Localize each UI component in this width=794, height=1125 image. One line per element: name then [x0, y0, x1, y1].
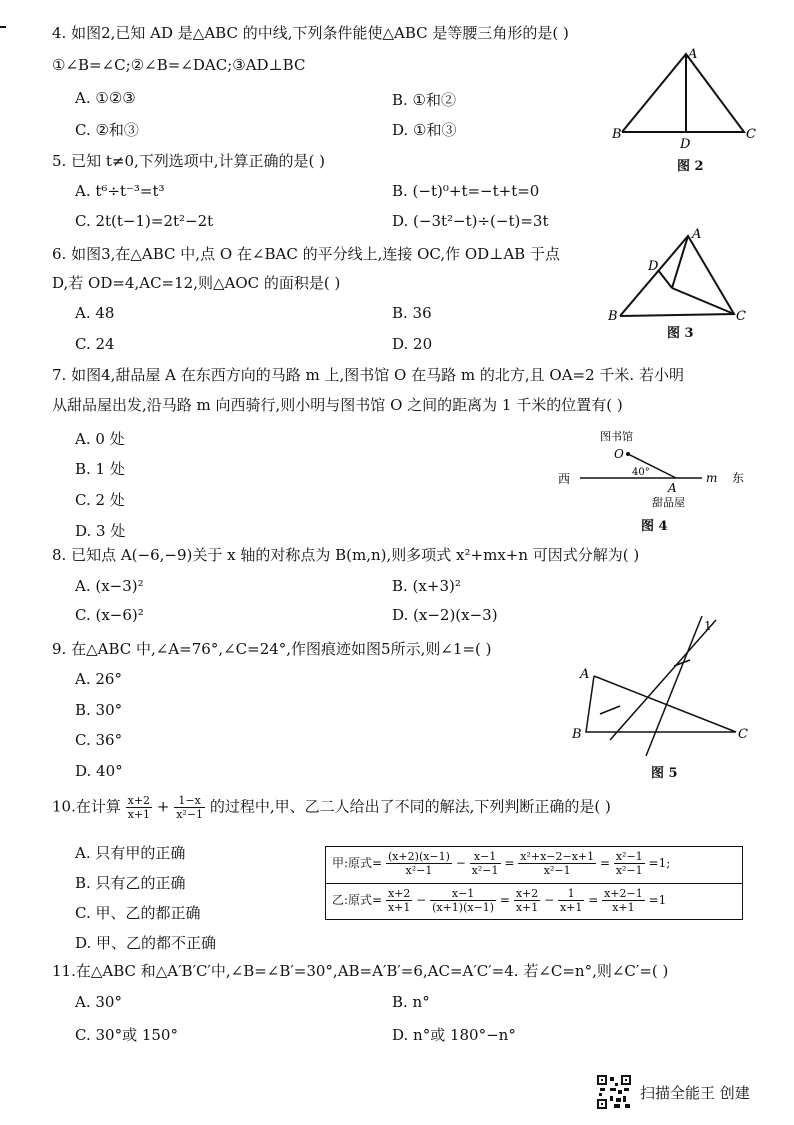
figure-3 [606, 226, 756, 326]
yi-eq3: = [588, 893, 599, 907]
jia-f1-den: x²−1 [405, 864, 433, 877]
fig4-library-label: 图书馆 [600, 430, 633, 443]
q9-stem: 9. 在△ABC 中,∠A=76°,∠C=24°,作图痕迹如图5所示,则∠1=( ) [52, 640, 492, 658]
fig2-label-b: B [612, 127, 622, 142]
fig5-construction-line-1 [610, 620, 716, 740]
yi-end: =1 [648, 893, 667, 907]
fig5-triangle [586, 676, 736, 732]
jia-label: 甲:原式 [332, 856, 373, 870]
q8-option-b[interactable]: B. (x+3)² [392, 577, 461, 595]
q11-option-b[interactable]: B. n° [392, 993, 430, 1011]
jia-minus: − [455, 856, 466, 870]
yi-frac-2 [430, 887, 496, 914]
q10-stem-prefix: 10.在计算 [52, 797, 121, 816]
jia-frac-3 [518, 850, 596, 877]
q5-stem: 5. 已知 t≠0,下列选项中,计算正确的是( ) [52, 152, 325, 170]
yi-frac-4 [558, 887, 584, 914]
yi-f4-den: x+1 [559, 901, 583, 914]
q10-frac1-num: x+2 [127, 794, 151, 807]
q10-option-b[interactable]: B. 只有乙的正确 [75, 874, 186, 892]
yi-f5-num: x+2−1 [604, 887, 643, 900]
fig3-label-a: A [692, 227, 702, 242]
yi-f3-den: x+1 [515, 901, 539, 914]
q4-stem: 4. 如图2,已知 AD 是△ABC 的中线,下列条件能使△ABC 是等腰三角形的是( ) [52, 24, 569, 42]
figure-5 [570, 610, 760, 760]
q4-option-b[interactable]: B. ①和② [392, 91, 457, 109]
fig4-label-a: A [668, 481, 677, 495]
q11-stem: 11.在△ABC 和△A′B′C′中,∠B=∠B′=30°,AB=A′B′=6,AC=A′C′=4. 若∠C=n°,则∠C′=( ) [52, 962, 669, 980]
fig2-label-a: A [688, 47, 698, 62]
fig4-point-o [626, 452, 630, 456]
jia-f4-num: x²−1 [615, 850, 643, 863]
q7-option-b[interactable]: B. 1 处 [75, 460, 125, 478]
q10-frac2-den: x²−1 [176, 808, 204, 821]
q10-option-d[interactable]: D. 甲、乙的都不正确 [75, 934, 217, 952]
figure-4 [556, 428, 776, 528]
jia-end: =1; [648, 856, 671, 870]
fig4-west-label: 西 [558, 472, 571, 486]
q4-option-c[interactable]: C. ②和③ [75, 121, 139, 139]
q9-option-a[interactable]: A. 26° [75, 670, 122, 688]
q9-option-c[interactable]: C. 36° [75, 731, 123, 749]
q5-option-a[interactable]: A. t⁶÷t⁻³=t³ [75, 182, 165, 200]
q11-option-c[interactable]: C. 30°或 150° [75, 1026, 178, 1044]
yi-f3-num: x+2 [515, 887, 539, 900]
jia-eq3: = [599, 856, 611, 870]
q7-stem-cont: 从甜品屋出发,沿马路 m 向西骑行,则小明与图书馆 O 之间的距离为 1 千米的位置有( ) [52, 396, 623, 414]
q8-option-d[interactable]: D. (x−2)(x−3) [392, 606, 498, 624]
margin-mark [0, 26, 6, 28]
q10-option-c[interactable]: C. 甲、乙的都正确 [75, 904, 201, 922]
fig4-label-o: O [614, 447, 624, 461]
q8-option-c[interactable]: C. (x−6)² [75, 606, 144, 624]
jia-eq1: = [372, 856, 383, 870]
fig5-caption: 图 5 [651, 766, 678, 781]
fig4-caption: 图 4 [641, 519, 668, 534]
yi-f1-den: x+1 [387, 901, 411, 914]
yi-eq1: = [372, 893, 383, 907]
jia-frac-4 [614, 850, 645, 877]
fig3-bisector [672, 236, 688, 288]
jia-eq2: = [504, 856, 515, 870]
q7-option-d[interactable]: D. 3 处 [75, 522, 126, 540]
fig5-construction-line-2 [646, 616, 702, 756]
qr-code-icon [596, 1074, 632, 1110]
fig4-shop-label: 甜品屋 [652, 496, 685, 509]
q7-option-c[interactable]: C. 2 处 [75, 491, 125, 509]
q6-stem: 6. 如图3,在△ABC 中,点 O 在∠BAC 的平分线上,连接 OC,作 OD⊥AB 于点 [52, 245, 560, 263]
q10-solution-box [325, 846, 743, 920]
q10-yi-row [332, 887, 666, 914]
yi-f2-den: (x+1)(x−1) [432, 901, 495, 914]
fig4-east-label: 东 [732, 471, 745, 485]
q11-option-d[interactable]: D. n°或 180°−n° [392, 1026, 516, 1044]
jia-f2-num: x−1 [470, 850, 501, 864]
yi-frac-5 [602, 887, 645, 914]
fig3-oc [672, 288, 734, 314]
fig5-label-a: A [580, 667, 590, 682]
q6-option-d[interactable]: D. 20 [392, 335, 433, 353]
fig3-label-d: D [648, 259, 659, 274]
q10-box-divider [326, 883, 742, 884]
q10-frac1-den: x+1 [127, 808, 151, 821]
yi-minus-1: − [416, 893, 427, 907]
q8-option-a[interactable]: A. (x−3)² [75, 577, 144, 595]
fig3-label-b: B [608, 309, 618, 324]
q6-stem-cont: D,若 OD=4,AC=12,则△AOC 的面积是( ) [52, 274, 341, 292]
fig4-angle-label: 40° [632, 467, 650, 478]
yi-eq2: = [499, 893, 510, 907]
yi-frac-3 [514, 887, 540, 914]
fig2-caption: 图 2 [677, 159, 704, 174]
scanner-watermark: 扫描全能王 创建 [640, 1084, 750, 1102]
fig3-label-c: C [736, 309, 746, 324]
fig4-label-m: m [706, 471, 718, 485]
jia-f1-num: (x+2)(x−1) [387, 850, 450, 863]
yi-f1-num: x+2 [387, 887, 411, 900]
q9-option-d[interactable]: D. 40° [75, 762, 123, 780]
fig3-od [658, 270, 672, 288]
fig2-triangle [622, 54, 744, 132]
fig5-angle-1-label: 1 [704, 619, 712, 633]
jia-frac-2 [470, 850, 501, 877]
q4-option-d[interactable]: D. ①和③ [392, 121, 457, 139]
yi-f2-num: x−1 [430, 887, 496, 901]
q5-option-c[interactable]: C. 2t(t−1)=2t²−2t [75, 212, 214, 230]
q10-stem [52, 794, 611, 821]
jia-f3-num: x²+x−2−x+1 [520, 850, 595, 863]
jia-frac-1 [386, 850, 452, 877]
q6-option-b[interactable]: B. 36 [392, 304, 432, 322]
q4-conditions: ①∠B=∠C;②∠B=∠DAC;③AD⊥BC [52, 56, 306, 74]
fig5-label-b: B [572, 727, 582, 742]
q7-option-a[interactable]: A. 0 处 [75, 430, 125, 448]
q10-plus: + [156, 797, 170, 816]
yi-label: 乙:原式 [332, 893, 373, 907]
q10-jia-row [332, 850, 670, 877]
q4-option-a[interactable]: A. ①②③ [75, 89, 136, 107]
yi-frac-1 [386, 887, 412, 914]
fig2-label-d: D [680, 137, 691, 152]
q6-option-c[interactable]: C. 24 [75, 335, 115, 353]
q5-option-b[interactable]: B. (−t)⁰+t=−t+t=0 [392, 182, 540, 200]
jia-f4-den: x²−1 [615, 864, 643, 877]
yi-minus-2: − [544, 893, 555, 907]
q5-option-d[interactable]: D. (−3t²−t)÷(−t)=3t [392, 212, 549, 230]
q8-stem: 8. 已知点 A(−6,−9)关于 x 轴的对称点为 B(m,n),则多项式 x²+mx+n 可因式分解为( ) [52, 546, 640, 564]
fig3-triangle [620, 236, 734, 316]
jia-f3-den: x²−1 [543, 864, 571, 877]
q10-fraction-1 [126, 794, 152, 821]
fig5-label-c: C [738, 727, 748, 742]
jia-f2-den: x²−1 [471, 864, 499, 877]
q9-option-b[interactable]: B. 30° [75, 701, 123, 719]
yi-f4-num: 1 [558, 887, 584, 901]
q6-option-a[interactable]: A. 48 [75, 304, 115, 322]
q10-frac2-num: 1−x [174, 794, 205, 808]
q7-stem: 7. 如图4,甜品屋 A 在东西方向的马路 m 上,图书馆 O 在马路 m 的北方,且 OA=2 千米. 若小明 [52, 366, 684, 384]
q10-option-a[interactable]: A. 只有甲的正确 [75, 844, 186, 862]
q10-fraction-2 [174, 794, 205, 821]
fig2-label-c: C [746, 127, 756, 142]
yi-f5-den: x+1 [612, 901, 635, 914]
q11-option-a[interactable]: A. 30° [75, 993, 122, 1011]
q10-stem-suffix: 的过程中,甲、乙二人给出了不同的解法,下列判断正确的是( ) [209, 797, 611, 816]
fig3-caption: 图 3 [667, 326, 694, 341]
fig5-arc-mark-1 [600, 706, 620, 714]
